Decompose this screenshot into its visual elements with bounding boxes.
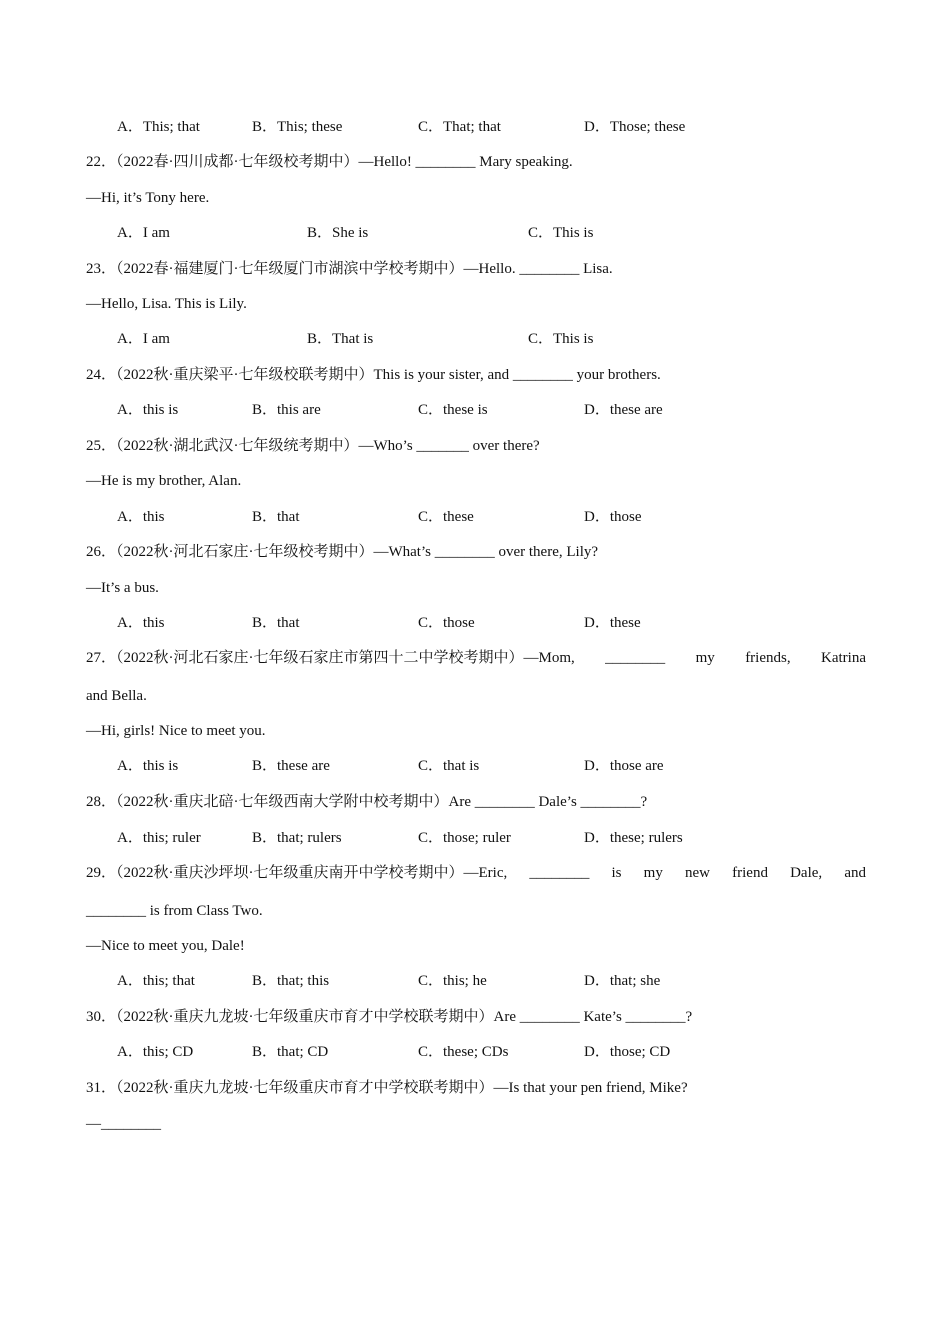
option-a: A．this; ruler <box>117 830 201 846</box>
q26-reply: —It’s a bus. <box>86 580 159 596</box>
option-c: C．those; ruler <box>418 830 511 846</box>
stem-part: my <box>643 865 663 881</box>
q25-reply: —He is my brother, Alan. <box>86 473 242 489</box>
option-b: B．these are <box>252 758 330 774</box>
q29-stem-line2: ________ is from Class Two. <box>86 903 263 919</box>
option-c: C．that is <box>418 758 480 774</box>
option-b: B．that <box>252 509 300 525</box>
option-a: A．this; CD <box>117 1044 194 1060</box>
option-b: B．that; CD <box>252 1044 329 1060</box>
q23-stem: 23．（2022春·福建厦门·七年级厦门市湖滨中学校考期中）—Hello. ________ Lisa. <box>86 261 613 277</box>
option-a: A．I am <box>117 225 170 241</box>
stem-part: Dale, <box>790 865 823 881</box>
q27-stem-line2: and Bella. <box>86 688 147 704</box>
option-a: A．This; that <box>117 119 200 135</box>
stem-part: 27．（2022秋·河北石家庄·七年级石家庄市第四十二中学校考期中）—Mom, <box>86 650 575 666</box>
q31-reply: —________ <box>86 1116 161 1132</box>
answer-blank: ________ <box>605 650 666 666</box>
q22-stem: 22．（2022春·四川成都·七年级校考期中）—Hello! ________ Mary speaking. <box>86 154 573 170</box>
option-d: D．those <box>584 509 642 525</box>
q28-stem: 28．（2022秋·重庆北碚·七年级西南大学附中校考期中）Are ________ Dale’s ________? <box>86 794 648 810</box>
q26-stem: 26．（2022秋·河北石家庄·七年级校考期中）—What’s ________ over there, Lily? <box>86 544 599 560</box>
option-c: C．these <box>418 509 474 525</box>
option-a: A．this <box>117 615 165 631</box>
option-a: A．this <box>117 509 165 525</box>
q24-stem: 24．（2022秋·重庆梁平·七年级校联考期中）This is your sister, and ________ your brothers. <box>86 367 661 383</box>
q25-stem: 25．（2022秋·湖北武汉·七年级统考期中）—Who’s _______ over there? <box>86 438 540 454</box>
option-d: D．these <box>584 615 641 631</box>
option-c: C．these; CDs <box>418 1044 509 1060</box>
stem-part: new <box>684 865 710 881</box>
option-c: C．This is <box>528 331 594 347</box>
stem-part: Katrina <box>821 650 866 666</box>
option-a: A．this is <box>117 402 179 418</box>
option-b: B．that; rulers <box>252 830 342 846</box>
q22-reply: —Hi, it’s Tony here. <box>86 190 210 206</box>
option-c: C．This is <box>528 225 594 241</box>
q27-stem-line1 <box>86 648 866 668</box>
option-d: D．those; CD <box>584 1044 671 1060</box>
option-a: A．this; that <box>117 973 195 989</box>
option-d: D．these; rulers <box>584 830 683 846</box>
option-a: A．I am <box>117 331 170 347</box>
q29-reply: —Nice to meet you, Dale! <box>86 938 245 954</box>
option-b: B．That is <box>307 331 374 347</box>
option-d: D．that; she <box>584 973 661 989</box>
option-c: C．those <box>418 615 475 631</box>
stem-part: friend <box>732 865 768 881</box>
option-a: A．this is <box>117 758 179 774</box>
option-c: C．these is <box>418 402 488 418</box>
q29-stem-line1 <box>86 863 866 883</box>
option-b: B．This; these <box>252 119 343 135</box>
q23-reply: —Hello, Lisa. This is Lily. <box>86 296 247 312</box>
option-b: B．She is <box>307 225 369 241</box>
option-b: B．that <box>252 615 300 631</box>
stem-part: and <box>844 865 866 881</box>
option-c: C．That; that <box>418 119 501 135</box>
option-b: B．that; this <box>252 973 330 989</box>
q30-stem: 30．（2022秋·重庆九龙坡·七年级重庆市育才中学校联考期中）Are ________ Kate’s ________? <box>86 1009 693 1025</box>
option-c: C．this; he <box>418 973 487 989</box>
option-d: D．those are <box>584 758 664 774</box>
q27-reply: —Hi, girls! Nice to meet you. <box>86 723 266 739</box>
q31-stem: 31．（2022秋·重庆九龙坡·七年级重庆市育才中学校联考期中）—Is that your pen friend, Mike? <box>86 1080 688 1096</box>
stem-part: 29．（2022秋·重庆沙坪坝·七年级重庆南开中学校考期中）—Eric, <box>86 865 508 881</box>
option-d: D．Those; these <box>584 119 686 135</box>
stem-part: is <box>611 865 622 881</box>
option-d: D．these are <box>584 402 663 418</box>
answer-blank: ________ <box>529 865 590 881</box>
stem-part: friends, <box>745 650 791 666</box>
option-b: B．this are <box>252 402 321 418</box>
stem-part: my <box>695 650 715 666</box>
